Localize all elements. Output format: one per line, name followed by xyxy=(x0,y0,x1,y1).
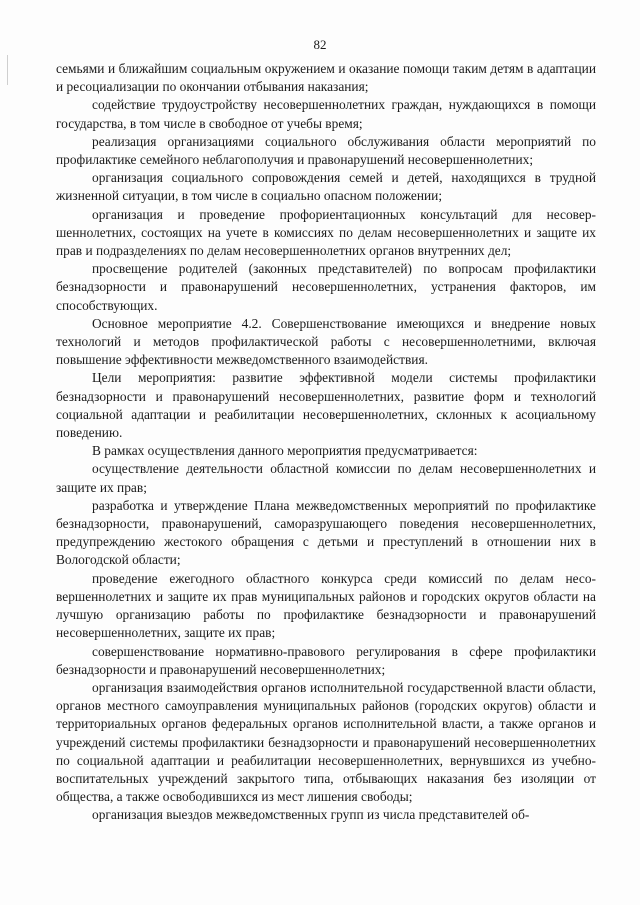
paragraph: организация взаимодействия органов исполнительной государственной власти области, органов местного самоуправления муниципальных районов (городских округов) области и территориальных органов федеральных органов исполнительной власти, а также органов и учреждений системы профилактики безнадзорности и правонарушений несовершеннолетних по социальной адаптации и реабилитации несовершеннолетних, вернувшихся из учебно-воспитательных учреждений закрытого типа, отбывающих наказания без изоляции от общества, а также освободившихся из мест лишения свободы; xyxy=(56,679,596,805)
paragraph: реализация организациями социального обслуживания области мероприятий по профилактике семейного неблагополучия и правонарушений несовершеннолетних; xyxy=(56,133,596,168)
paragraph: организация и проведение профориентационных консультаций для несовершеннолетних, состоящих на учете в комиссиях по делам несовершеннолетних и защите их прав и подразделениях по делам несовершеннолетних органов внутренних дел; xyxy=(56,206,596,259)
paragraph: осуществление деятельности областной комиссии по делам несовершеннолетних и защите их прав; xyxy=(56,461,596,495)
section-heading-paragraph: Основное мероприятие 4.2. Совершенствование имеющихся и внедрение новых технологий и методов профилактической работы с несовершеннолетними, включая повышение эффективности межведомственного взаимодействия. xyxy=(56,315,596,368)
paragraph: просвещение родителей (законных представителей) по вопросам профилактики безнадзорности и правонарушений несовершеннолетних, устранения факторов, им способствующих. xyxy=(56,261,596,313)
paragraph: В рамках осуществления данного мероприятия предусматривается: xyxy=(92,443,478,459)
paragraph: семьями и ближайшим социальным окружением и оказание помощи таким детям в адаптации и ресоциализации по окончании отбывания наказания; xyxy=(56,61,596,95)
scan-margin-mark xyxy=(7,55,8,85)
paragraph: организация социального сопровождения семей и детей, находящихся в трудной жизненной ситуации, в том числе в социально опасном положении; xyxy=(56,170,596,204)
paragraph: проведение ежегодного областного конкурса среди комиссий по делам несовершеннолетних и защите их прав муниципальных районов и городских округов области на лучшую организацию работы по профилактике безнадзорности и правонарушений несовершеннолетних, защите их прав; xyxy=(56,570,596,641)
paragraph: разработка и утверждение Плана межведомственных мероприятий по профилактике безнадзорности, правонарушений, саморазрушающего поведения несовершеннолетних, предупреждению жестокого обращения с детьми и преступлений в отношении них в Вологодской области; xyxy=(56,497,596,568)
document-body xyxy=(56,60,596,825)
page-number: 82 xyxy=(313,37,327,52)
paragraph: организация выездов межведомственных групп из числа представителей об- xyxy=(92,807,530,823)
paragraph: совершенствование нормативно-правового регулирования в сфере профилактики безнадзорности и правонарушений несовершеннолетних; xyxy=(56,643,596,677)
paragraph: содействие трудоустройству несовершеннолетних граждан, нуждающихся в помощи государства, в том числе в свободное от учебы время; xyxy=(56,97,596,131)
paragraph: Цели мероприятия: развитие эффективной модели системы профилактики безнадзорности и правонарушений несовершеннолетних, развитие форм и технологий социальной адаптации и реабилитации несовершеннолетних, склонных к асоциальному поведению. xyxy=(56,370,596,441)
